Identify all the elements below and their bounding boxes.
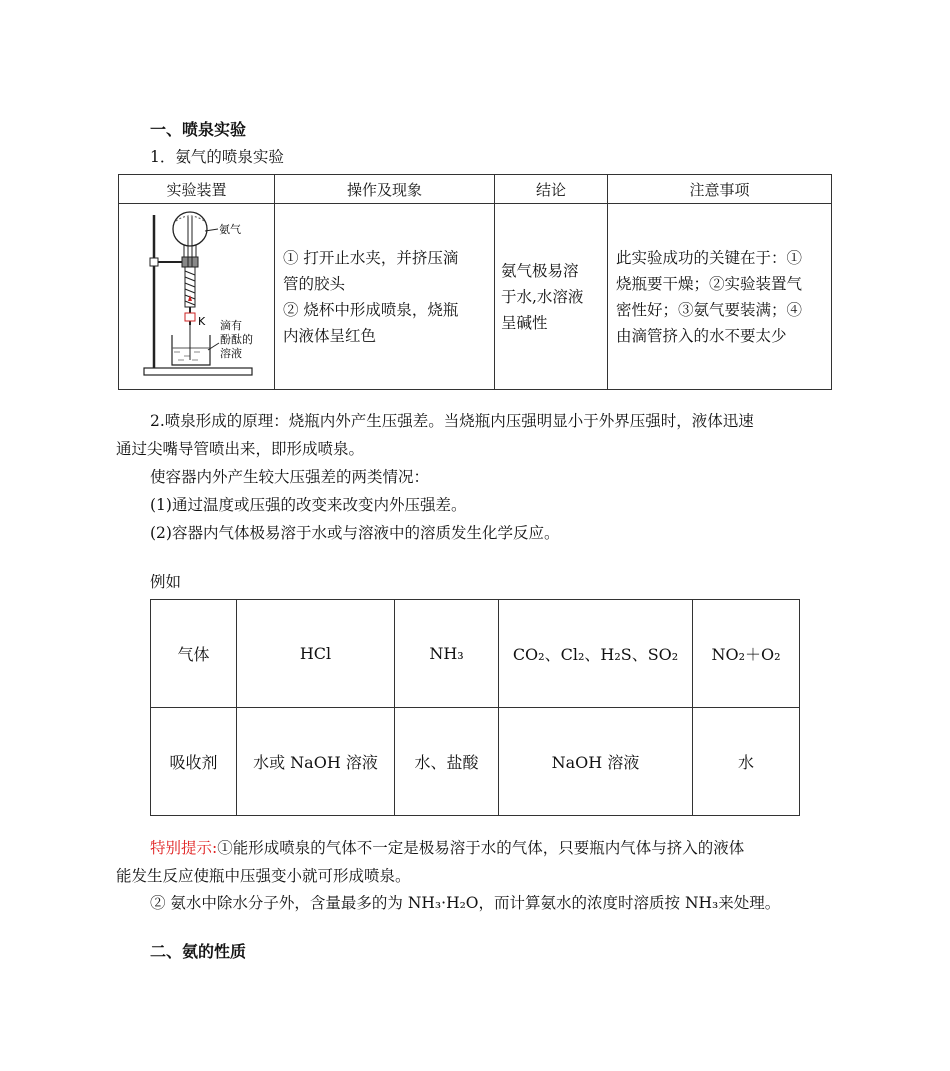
tip-text-1: ①能形成喷泉的气体不一定是极易溶于水的气体，只要瓶内气体与挤入的液体 [217,839,745,857]
notes-line: 由滴管挤入的水不要太少 [616,326,787,345]
tip-line-3: ② 氨水中除水分子外，含量最多的为 NH₃·H₂O，而计算氨水的浓度时溶质按 NH₃来处理。 [150,894,781,912]
section-1-subheading: 1．氨气的喷泉实验 [150,148,284,166]
operation-line: 内液体呈红色 [283,326,377,345]
solution-label-3: 溶液 [219,346,242,360]
conclusion-line: 于水,水溶液 [501,287,584,306]
header-operation: 操作及现象 [275,175,495,204]
conclusion-line: 呈碱性 [501,313,548,332]
row-label-absorbent: 吸收剂 [151,708,237,816]
absorbent-no2-o2: 水 [693,708,800,816]
solution-label-2: 酚酞的 [219,332,253,346]
absorbent-acidic-group: NaOH 溶液 [499,708,693,816]
gas-nh3: NH₃ [395,600,499,708]
gas-acidic-group: CO₂、Cl₂、H₂S、SO₂ [499,600,693,708]
principle-line-1: 2.喷泉形成的原理：烧瓶内外产生压强差。当烧瓶内压强明显小于外界压强时，液体迅速 [150,412,754,430]
header-apparatus: 实验装置 [119,175,275,204]
principle-line-2: 通过尖嘴导管喷出来，即形成喷泉。 [116,440,365,458]
section-2-heading: 二、氨的性质 [150,942,247,961]
principle-line-5: (2)容器内气体极易溶于水或与溶液中的溶质发生化学反应。 [150,524,560,542]
notes-line: 烧瓶要干燥；②实验装置气 [616,274,803,293]
conclusion-cell [495,204,608,390]
gas-absorbent-table [150,599,800,816]
gas-hcl: HCl [237,600,395,708]
section-1-heading: 一、喷泉实验 [150,120,247,139]
tip-line-2: 能发生反应使瓶中压强变小就可形成喷泉。 [116,867,411,885]
operation-line: ① 打开止水夹，并挤压滴 [283,248,459,267]
gas-no2-o2: NO₂＋O₂ [693,600,800,708]
principle-line-4: (1)通过温度或压强的改变来改变内外压强差。 [150,496,467,514]
row-label-gas: 气体 [151,600,237,708]
valve-label: K [197,314,205,328]
header-conclusion: 结论 [495,175,608,204]
absorbent-nh3: 水、盐酸 [395,708,499,816]
tip-line-1 [150,836,744,858]
fountain-apparatus-diagram [122,205,272,381]
notes-line: 密性好；③氨气要装满；④ [616,300,803,319]
tip-label: 特别提示: [150,839,218,857]
operation-line: 管的胶头 [283,274,346,293]
notes-cell [608,204,832,390]
example-label: 例如 [150,573,182,591]
solution-label-1: 滴有 [219,318,242,332]
conclusion-line: 氨气极易溶 [501,261,579,280]
gas-label: 氨气 [218,222,241,236]
operation-line: ② 烧杯中形成喷泉，烧瓶 [283,300,459,319]
principle-line-3: 使容器内外产生较大压强差的两类情况： [150,468,430,486]
notes-line: 此实验成功的关键在于：① [616,248,803,267]
apparatus-cell [119,204,275,390]
operation-cell [275,204,495,390]
absorbent-hcl: 水或 NaOH 溶液 [237,708,395,816]
fountain-experiment-table [118,174,832,390]
header-notes: 注意事项 [608,175,832,204]
